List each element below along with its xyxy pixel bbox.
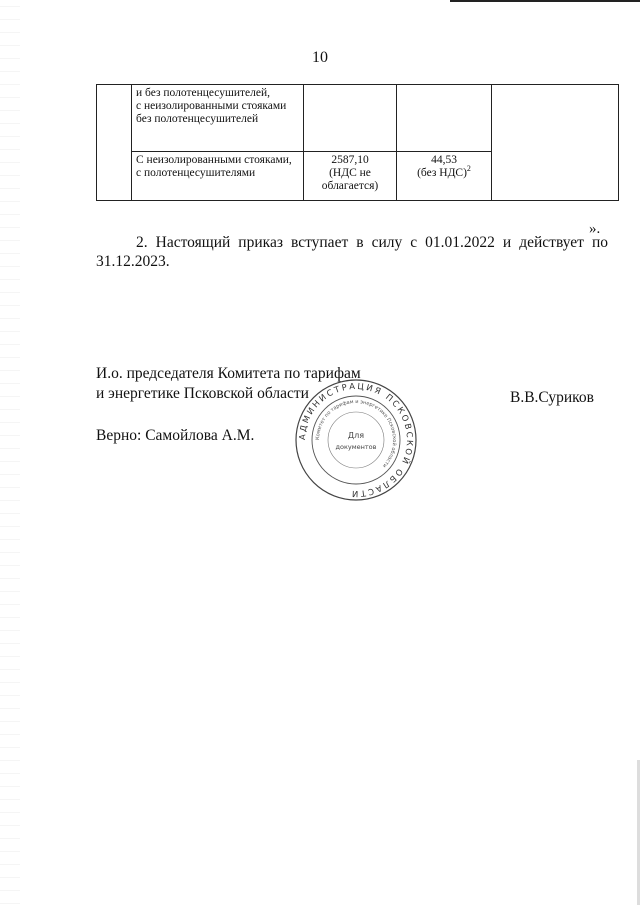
stamp-outer-text-path: АДМИНИСТРАЦИЯ ПСКОВСКОЙ ОБЛАСТИ (296, 380, 416, 500)
table-cell-rate (397, 152, 492, 201)
position-line-2: и энергетике Псковской области (96, 385, 309, 402)
verified-copy-note: Верно: Самойлова А.М. (96, 427, 255, 444)
order-paragraph (96, 233, 608, 271)
official-stamp (294, 378, 418, 502)
table-cell-description: и без полотенцесушителей, с неизолированными стояками без полотенцесушителей (132, 85, 304, 152)
table-cell-notes (492, 85, 619, 201)
table-cell-price (304, 85, 397, 152)
stamp-outer-ring (296, 380, 416, 500)
rate-value: 44,53 (431, 154, 457, 166)
scan-edge-top (450, 0, 640, 2)
stamp-center-ring (328, 412, 384, 468)
rate-footnote: 2 (466, 164, 471, 174)
tariff-table (96, 84, 619, 201)
stamp-inner-text-path: Комитет по тарифам и энергетике Псковской области (314, 398, 398, 469)
table-cell-index (97, 85, 132, 201)
table-cell-description: С неизолированными стояками, с полотенцесушителями (132, 152, 304, 201)
table-cell-price (304, 152, 397, 201)
price-value: 2587,10 (331, 154, 369, 166)
price-note: (НДС не облагается) (321, 167, 379, 192)
closing-quote: ». (589, 221, 601, 237)
page-number: 10 (312, 49, 328, 66)
stamp-inner-ring (312, 396, 400, 484)
paragraph-text: Настоящий приказ вступает в силу с 01.01.2022 и действует по 31.12.2023. (96, 234, 608, 270)
signatory-name: В.В.Суриков (510, 389, 594, 406)
rate-note-line (401, 164, 487, 180)
scan-edge-left (0, 0, 20, 905)
position-line-1: И.о. председателя Комитета по тарифам (96, 365, 361, 382)
table-cell-rate (397, 85, 492, 152)
stamp-center-line-2: документов (335, 443, 377, 451)
paragraph-number: 2. (136, 234, 148, 251)
stamp-center-line-1: Для (347, 431, 365, 440)
table-row (97, 85, 619, 152)
rate-note: (без НДС) (417, 167, 467, 179)
